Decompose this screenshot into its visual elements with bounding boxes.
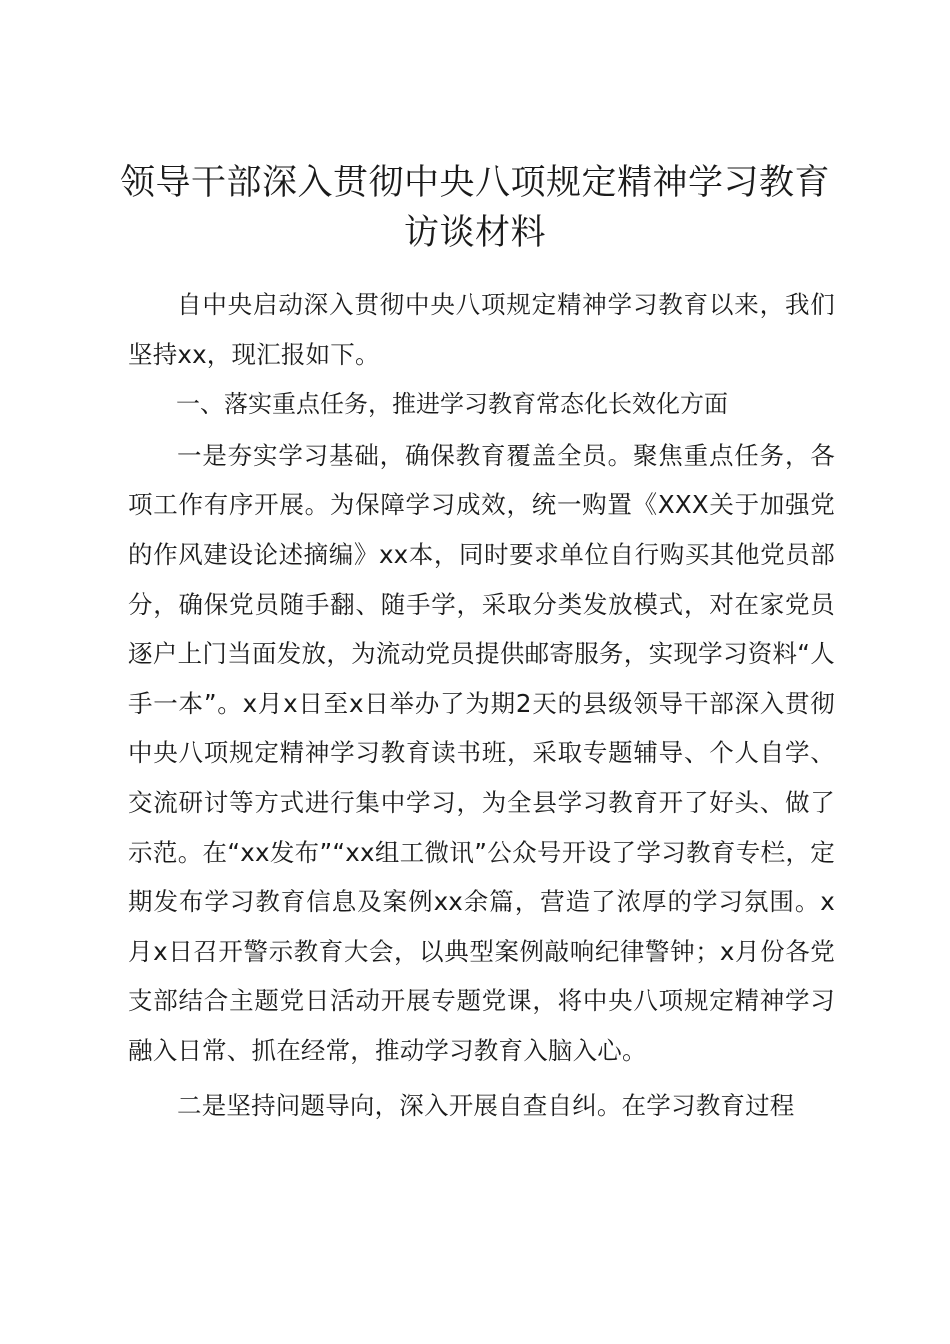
title-line-2: 访谈材料: [403, 213, 546, 253]
body-paragraph-1: 一是夯实学习基础，确保教育覆盖全员。聚焦重点任务，各项工作有序开展。为保障学习成效，统一购置《XXX关于加强党的作风建设论述摘编》xx本，同时要求单位自行购买其他党员部分，确保党员随手翻、随手学，采取分类发放模式，对在家党员逐户上门当面发放，为流动党员提供邮寄服务，实现学习资料“人手一本”。x月x日至x日举办了为期2天的县级领导干部深入贯彻中央八项规定精神学习教育读书班，采取专题辅导、个人自学、交流研讨等方式进行集中学习，为全县学习教育开了好头、做了示范。在“xx发布”“xx组工微讯”公众号开设了学习教育专栏，定期发布学习教育信息及案例xx余篇，营造了浓厚的学习氛围。x月x日召开警示教育大会，以典型案例敲响纪律警钟；x月份各党支部结合主题党日活动开展专题党课，将中央八项规定精神学习融入日常、抓在经常，推动学习教育入脑入心。: [128, 440, 835, 1065]
body-paragraph-2: 二是坚持问题导向，深入开展自查自纠。在学习教育过程: [177, 1090, 795, 1120]
title-line-1: 领导干部深入贯彻中央八项规定精神学习教育: [119, 163, 830, 203]
intro-paragraph: 自中央启动深入贯彻中央八项规定精神学习教育以来，我们坚持xx，现汇报如下。: [128, 290, 835, 369]
document-body: [128, 280, 835, 1130]
document-title: [0, 158, 950, 258]
section-heading-1: 一、落实重点任务，推进学习教育常态化长效化方面: [176, 390, 728, 419]
